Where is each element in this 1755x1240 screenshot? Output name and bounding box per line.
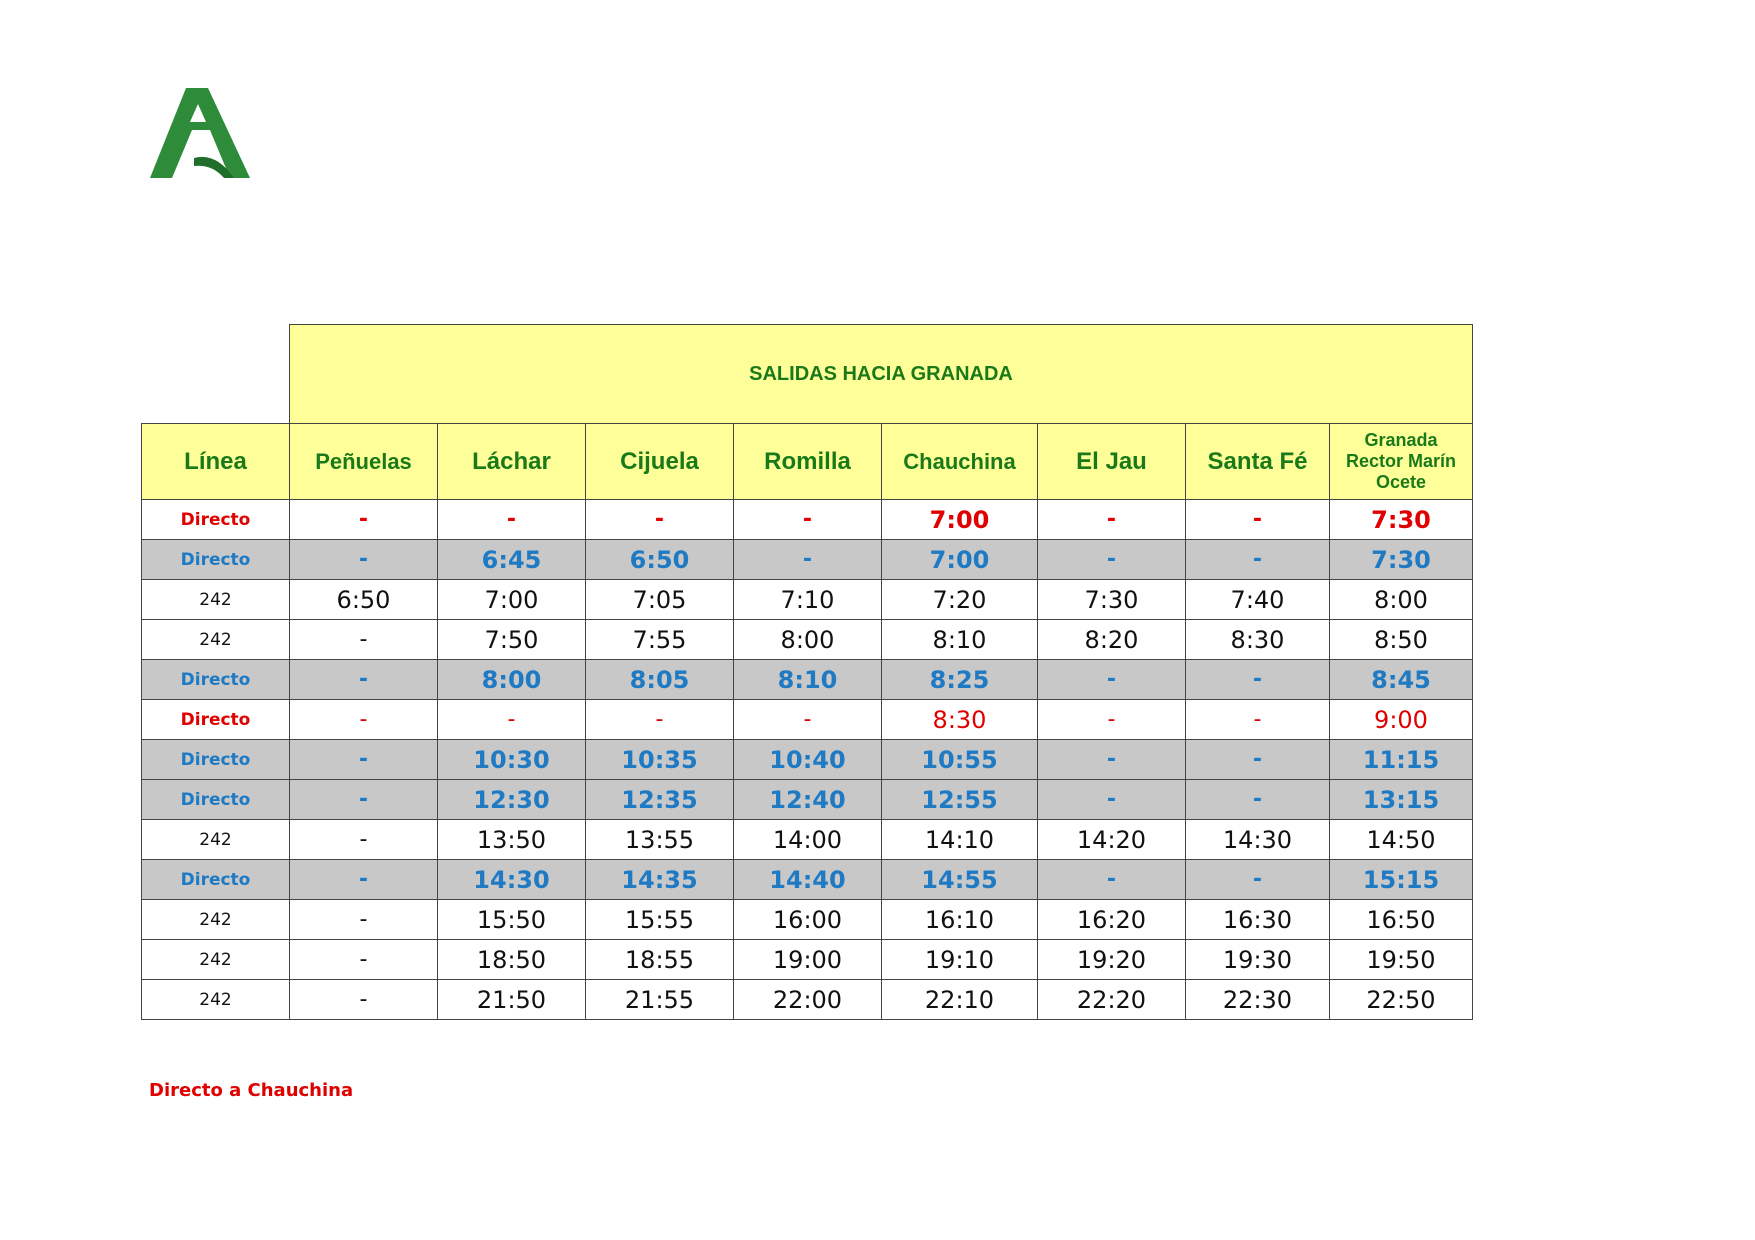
time-cell: 16:30 xyxy=(1186,900,1330,940)
table-row xyxy=(142,660,1473,700)
time-cell: - xyxy=(1186,660,1330,700)
time-cell: - xyxy=(290,980,438,1020)
timetable xyxy=(141,324,1473,1020)
header-row xyxy=(142,424,1473,500)
time-cell: - xyxy=(290,780,438,820)
time-cell: - xyxy=(586,700,734,740)
time-cell: 7:10 xyxy=(734,580,882,620)
time-cell: 8:45 xyxy=(1330,660,1473,700)
line-cell: 242 xyxy=(142,620,290,660)
time-cell: 22:00 xyxy=(734,980,882,1020)
time-cell: - xyxy=(734,700,882,740)
time-cell: 14:55 xyxy=(882,860,1038,900)
col-granada: Granada Rector Marín Ocete xyxy=(1330,424,1473,500)
time-cell: 7:50 xyxy=(438,620,586,660)
time-cell: 7:00 xyxy=(882,500,1038,540)
line-cell: 242 xyxy=(142,900,290,940)
time-cell: - xyxy=(734,500,882,540)
time-cell: 7:00 xyxy=(882,540,1038,580)
time-cell: 12:30 xyxy=(438,780,586,820)
line-cell: 242 xyxy=(142,940,290,980)
time-cell: 7:30 xyxy=(1330,500,1473,540)
time-cell: - xyxy=(290,740,438,780)
time-cell: - xyxy=(1186,540,1330,580)
time-cell: - xyxy=(586,500,734,540)
time-cell: - xyxy=(1186,500,1330,540)
time-cell: - xyxy=(290,900,438,940)
time-cell: 7:20 xyxy=(882,580,1038,620)
time-cell: 14:00 xyxy=(734,820,882,860)
col-linea: Línea xyxy=(142,424,290,500)
time-cell: 12:40 xyxy=(734,780,882,820)
time-cell: 15:50 xyxy=(438,900,586,940)
footnote: Directo a Chauchina xyxy=(149,1080,354,1101)
time-cell: 22:50 xyxy=(1330,980,1473,1020)
table-title: SALIDAS HACIA GRANADA xyxy=(290,325,1473,424)
line-cell: Directo xyxy=(142,860,290,900)
col-penuelas: Peñuelas xyxy=(290,424,438,500)
time-cell: 18:50 xyxy=(438,940,586,980)
time-cell: 19:50 xyxy=(1330,940,1473,980)
time-cell: 10:35 xyxy=(586,740,734,780)
time-cell: - xyxy=(1186,740,1330,780)
time-cell: 13:55 xyxy=(586,820,734,860)
time-cell: 8:25 xyxy=(882,660,1038,700)
time-cell: 10:40 xyxy=(734,740,882,780)
time-cell: - xyxy=(1186,780,1330,820)
time-cell: 18:55 xyxy=(586,940,734,980)
timetable-body xyxy=(142,500,1473,1020)
time-cell: - xyxy=(1038,860,1186,900)
time-cell: 22:10 xyxy=(882,980,1038,1020)
time-cell: 22:30 xyxy=(1186,980,1330,1020)
col-chauchina: Chauchina xyxy=(882,424,1038,500)
time-cell: 7:05 xyxy=(586,580,734,620)
time-cell: - xyxy=(438,700,586,740)
time-cell: 16:10 xyxy=(882,900,1038,940)
corner-blank xyxy=(142,325,290,424)
time-cell: - xyxy=(1038,660,1186,700)
time-cell: 8:10 xyxy=(882,620,1038,660)
time-cell: - xyxy=(290,940,438,980)
time-cell: 16:00 xyxy=(734,900,882,940)
col-cijuela: Cijuela xyxy=(586,424,734,500)
time-cell: 8:00 xyxy=(734,620,882,660)
time-cell: 6:50 xyxy=(586,540,734,580)
table-row xyxy=(142,980,1473,1020)
time-cell: 11:15 xyxy=(1330,740,1473,780)
time-cell: - xyxy=(734,540,882,580)
time-cell: 8:30 xyxy=(1186,620,1330,660)
time-cell: 8:05 xyxy=(586,660,734,700)
table-row xyxy=(142,500,1473,540)
time-cell: - xyxy=(290,540,438,580)
time-cell: 19:10 xyxy=(882,940,1038,980)
time-cell: - xyxy=(1038,540,1186,580)
time-cell: 7:30 xyxy=(1038,580,1186,620)
time-cell: 22:20 xyxy=(1038,980,1186,1020)
time-cell: 21:55 xyxy=(586,980,734,1020)
time-cell: - xyxy=(290,700,438,740)
junta-andalucia-logo xyxy=(150,86,250,178)
time-cell: - xyxy=(1038,500,1186,540)
table-row xyxy=(142,860,1473,900)
time-cell: 12:55 xyxy=(882,780,1038,820)
table-row xyxy=(142,580,1473,620)
table-row xyxy=(142,900,1473,940)
time-cell: 14:50 xyxy=(1330,820,1473,860)
time-cell: 14:40 xyxy=(734,860,882,900)
time-cell: - xyxy=(438,500,586,540)
time-cell: 19:30 xyxy=(1186,940,1330,980)
time-cell: 16:20 xyxy=(1038,900,1186,940)
time-cell: - xyxy=(1038,780,1186,820)
line-cell: 242 xyxy=(142,980,290,1020)
time-cell: 13:50 xyxy=(438,820,586,860)
time-cell: 10:55 xyxy=(882,740,1038,780)
time-cell: 14:20 xyxy=(1038,820,1186,860)
time-cell: 13:15 xyxy=(1330,780,1473,820)
time-cell: - xyxy=(1186,700,1330,740)
time-cell: 6:45 xyxy=(438,540,586,580)
time-cell: 7:00 xyxy=(438,580,586,620)
time-cell: 14:30 xyxy=(1186,820,1330,860)
line-cell: Directo xyxy=(142,540,290,580)
time-cell: 12:35 xyxy=(586,780,734,820)
table-row xyxy=(142,700,1473,740)
time-cell: - xyxy=(290,860,438,900)
time-cell: - xyxy=(1186,860,1330,900)
table-row xyxy=(142,620,1473,660)
time-cell: 7:30 xyxy=(1330,540,1473,580)
time-cell: 21:50 xyxy=(438,980,586,1020)
time-cell: 6:50 xyxy=(290,580,438,620)
time-cell: 8:10 xyxy=(734,660,882,700)
time-cell: 8:50 xyxy=(1330,620,1473,660)
col-lachar: Láchar xyxy=(438,424,586,500)
time-cell: 14:30 xyxy=(438,860,586,900)
time-cell: 8:00 xyxy=(1330,580,1473,620)
time-cell: 16:50 xyxy=(1330,900,1473,940)
time-cell: - xyxy=(290,500,438,540)
col-romilla: Romilla xyxy=(734,424,882,500)
time-cell: - xyxy=(1038,700,1186,740)
time-cell: 7:55 xyxy=(586,620,734,660)
time-cell: 14:35 xyxy=(586,860,734,900)
table-row xyxy=(142,940,1473,980)
time-cell: 9:00 xyxy=(1330,700,1473,740)
table-row xyxy=(142,820,1473,860)
table-row xyxy=(142,540,1473,580)
time-cell: 8:00 xyxy=(438,660,586,700)
time-cell: 19:00 xyxy=(734,940,882,980)
table-row xyxy=(142,740,1473,780)
time-cell: 8:20 xyxy=(1038,620,1186,660)
time-cell: - xyxy=(290,820,438,860)
time-cell: 8:30 xyxy=(882,700,1038,740)
time-cell: 7:40 xyxy=(1186,580,1330,620)
time-cell: 19:20 xyxy=(1038,940,1186,980)
time-cell: 15:55 xyxy=(586,900,734,940)
time-cell: 15:15 xyxy=(1330,860,1473,900)
line-cell: Directo xyxy=(142,740,290,780)
line-cell: Directo xyxy=(142,700,290,740)
line-cell: Directo xyxy=(142,660,290,700)
time-cell: 14:10 xyxy=(882,820,1038,860)
line-cell: Directo xyxy=(142,500,290,540)
table-row xyxy=(142,780,1473,820)
line-cell: 242 xyxy=(142,820,290,860)
time-cell: - xyxy=(290,620,438,660)
time-cell: - xyxy=(1038,740,1186,780)
line-cell: Directo xyxy=(142,780,290,820)
col-el-jau: El Jau xyxy=(1038,424,1186,500)
col-santa-fe: Santa Fé xyxy=(1186,424,1330,500)
time-cell: 10:30 xyxy=(438,740,586,780)
line-cell: 242 xyxy=(142,580,290,620)
time-cell: - xyxy=(290,660,438,700)
